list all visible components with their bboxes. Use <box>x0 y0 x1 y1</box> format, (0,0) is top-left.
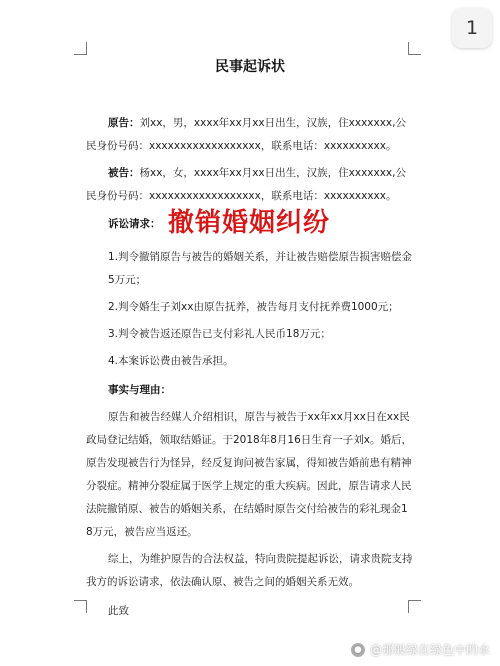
page-number-badge: 1 <box>452 8 492 48</box>
claims-heading-row <box>86 208 414 246</box>
plaintiff-label: 原告： <box>108 117 140 129</box>
claims-heading: 诉讼请求： <box>108 218 161 230</box>
defendant-text: 杨xx，女，xxxx年xx月xx日出生，汉族，住xxxxxxx,公民身份号码：xxxxxxxxxxxxxxxxxx，联系电话：xxxxxxxxxx。 <box>86 167 406 202</box>
plaintiff-paragraph <box>86 112 414 158</box>
claim-item-3: 3.判令被告返还原告已支付彩礼人民币18万元； <box>108 328 331 340</box>
facts-paragraph-1: 原告和被告经媒人介绍相识，原告与被告于xx年xx月xx日在xx民政局登记结婚，领取结婚证。于2018年8月16日生育一子刘x。婚后，原告发现被告行为怪异，经反复询问被告家属，得知被告婚前患有精神分裂症。精神分裂症属于医学上规定的重大疾病。因此，原告请求人民法院撤销原、被告的婚姻关系，在结婚时原告交付给被告的彩礼现金18万元，被告应当返还。 <box>86 411 412 538</box>
user-icon: ● <box>350 642 366 658</box>
document-body <box>86 56 414 623</box>
plaintiff-text: 刘xx，男，xxxx年xx月xx日出生，汉族，住xxxxxxx,公民身份号码：xxxxxxxxxxxxxxxxxx，联系电话：xxxxxxxxxx。 <box>86 117 406 152</box>
claim-item-1: 1.判令撤销原告与被告的婚姻关系，并让被告赔偿原告损害赔偿金5万元； <box>108 251 413 286</box>
facts-heading: 事实与理由： <box>108 384 171 396</box>
defendant-label: 被告： <box>108 167 140 179</box>
corner-mark-top-left <box>74 42 87 55</box>
claim-item-4: 4.本案诉讼费由被告承担。 <box>108 355 234 367</box>
corner-mark-top-right <box>408 42 421 55</box>
document-title: 民事起诉状 <box>215 59 285 75</box>
watermark <box>350 641 490 658</box>
facts-paragraph-2: 综上，为维护原告的合法权益，特向贵院提起诉讼，请求贵院支持我方的诉讼请求，依法确认原、被告之间的婚姻关系无效。 <box>86 553 413 588</box>
watermark-text: @那般绿在绿色中的水 <box>369 643 490 657</box>
claims-overlay-title: 撤销婚姻纠纷 <box>168 208 331 238</box>
claim-item-2: 2.判令婚生子刘xx由原告抚养，被告每月支付抚养费1000元； <box>108 301 399 313</box>
closing-text: 此致 <box>108 605 129 617</box>
